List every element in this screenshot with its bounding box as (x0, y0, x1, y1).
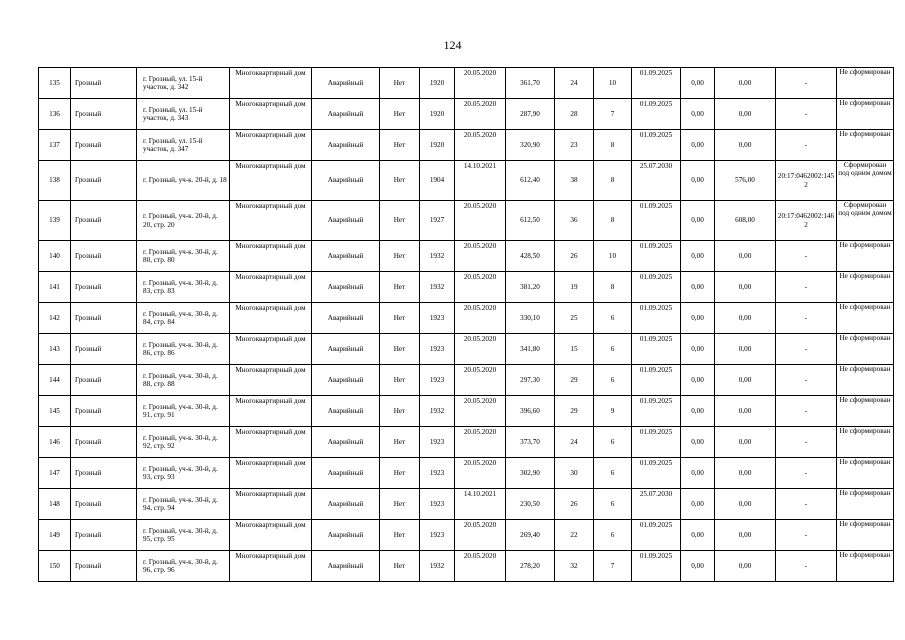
cell-year: 1923 (420, 458, 455, 489)
cell-cadastral-number: - (776, 303, 837, 334)
cell-flag: Нет (380, 334, 420, 365)
cell-residents: 30 (555, 458, 594, 489)
cell-count: 9 (594, 396, 632, 427)
cell-area: 320,90 (506, 130, 555, 161)
cell-number: 142 (39, 303, 71, 334)
cell-number: 137 (39, 130, 71, 161)
cell-flag: Нет (380, 520, 420, 551)
cell-condition: Аварийный (312, 396, 380, 427)
cell-deadline: 25.07.2030 (632, 489, 681, 520)
cell-flag: Нет (380, 241, 420, 272)
cell-value-1: 0,00 (681, 365, 715, 396)
cell-city: Грозный (71, 99, 137, 130)
cell-city: Грозный (71, 520, 137, 551)
cell-count: 7 (594, 99, 632, 130)
cell-address: г. Грозный, уч-к. 30-й, д. 92, стр. 92 (137, 427, 230, 458)
cell-residents: 32 (555, 551, 594, 582)
cell-date: 20.05.2020 (455, 365, 506, 396)
cell-land-status: Не сформирован (837, 303, 894, 334)
cell-residents: 19 (555, 272, 594, 303)
cell-condition: Аварийный (312, 201, 380, 241)
cell-year: 1923 (420, 489, 455, 520)
cell-residents: 15 (555, 334, 594, 365)
cell-land-status: Сформирован под одним домом (837, 201, 894, 241)
cell-land-status: Не сформирован (837, 272, 894, 303)
cell-year: 1932 (420, 272, 455, 303)
cell-residents: 24 (555, 68, 594, 99)
cell-condition: Аварийный (312, 489, 380, 520)
cell-value-1: 0,00 (681, 396, 715, 427)
cell-value-1: 0,00 (681, 551, 715, 582)
cell-deadline: 01.09.2025 (632, 365, 681, 396)
cell-number: 139 (39, 201, 71, 241)
table-row (39, 68, 894, 99)
cell-date: 20.05.2020 (455, 458, 506, 489)
cell-flag: Нет (380, 489, 420, 520)
cell-value-2: 0,00 (715, 458, 776, 489)
cell-flag: Нет (380, 458, 420, 489)
cell-deadline: 01.09.2025 (632, 427, 681, 458)
cell-address: г. Грозный, уч-к. 30-й, д. 95, стр. 95 (137, 520, 230, 551)
cell-building-type: Многоквартирный дом (230, 241, 312, 272)
cell-address: г. Грозный, уч-к. 30-й, д. 96, стр. 96 (137, 551, 230, 582)
cell-value-2: 0,00 (715, 272, 776, 303)
cell-value-1: 0,00 (681, 99, 715, 130)
cell-building-type: Многоквартирный дом (230, 68, 312, 99)
cell-value-1: 0,00 (681, 458, 715, 489)
table-row (39, 201, 894, 241)
cell-area: 302,90 (506, 458, 555, 489)
table-row (39, 241, 894, 272)
cell-address: г. Грозный, уч-к. 30-й, д. 94, стр. 94 (137, 489, 230, 520)
cell-date: 20.05.2020 (455, 396, 506, 427)
cell-count: 7 (594, 551, 632, 582)
cell-city: Грозный (71, 489, 137, 520)
cell-land-status: Не сформирован (837, 396, 894, 427)
cell-city: Грозный (71, 365, 137, 396)
cell-condition: Аварийный (312, 99, 380, 130)
cell-year: 1932 (420, 551, 455, 582)
cell-city: Грозный (71, 68, 137, 99)
cell-building-type: Многоквартирный дом (230, 161, 312, 201)
cell-residents: 38 (555, 161, 594, 201)
cell-value-1: 0,00 (681, 272, 715, 303)
cell-date: 20.05.2020 (455, 68, 506, 99)
cell-city: Грозный (71, 334, 137, 365)
cell-residents: 25 (555, 303, 594, 334)
cell-deadline: 01.09.2025 (632, 241, 681, 272)
table-row (39, 427, 894, 458)
cell-value-1: 0,00 (681, 334, 715, 365)
cell-date: 20.05.2020 (455, 201, 506, 241)
cell-count: 8 (594, 272, 632, 303)
cell-land-status: Не сформирован (837, 241, 894, 272)
cell-cadastral-number: - (776, 130, 837, 161)
cell-count: 6 (594, 427, 632, 458)
cell-area: 612,40 (506, 161, 555, 201)
cell-cadastral-number: - (776, 427, 837, 458)
cell-year: 1923 (420, 427, 455, 458)
cell-value-2: 0,00 (715, 551, 776, 582)
cell-date: 20.05.2020 (455, 303, 506, 334)
cell-city: Грозный (71, 551, 137, 582)
cell-flag: Нет (380, 365, 420, 396)
cell-flag: Нет (380, 551, 420, 582)
table-row (39, 130, 894, 161)
cell-building-type: Многоквартирный дом (230, 303, 312, 334)
cell-year: 1923 (420, 365, 455, 396)
cell-city: Грозный (71, 396, 137, 427)
cell-count: 6 (594, 334, 632, 365)
cell-land-status: Не сформирован (837, 99, 894, 130)
cell-date: 14.10.2021 (455, 489, 506, 520)
table-row (39, 396, 894, 427)
cell-cadastral-number: - (776, 365, 837, 396)
cell-area: 428,50 (506, 241, 555, 272)
cell-count: 6 (594, 520, 632, 551)
cell-condition: Аварийный (312, 551, 380, 582)
cell-count: 8 (594, 201, 632, 241)
cell-land-status: Не сформирован (837, 365, 894, 396)
cell-condition: Аварийный (312, 272, 380, 303)
cell-building-type: Многоквартирный дом (230, 365, 312, 396)
cell-value-2: 0,00 (715, 99, 776, 130)
cell-residents: 23 (555, 130, 594, 161)
cell-date: 20.05.2020 (455, 427, 506, 458)
cell-year: 1932 (420, 241, 455, 272)
cell-value-1: 0,00 (681, 427, 715, 458)
cell-building-type: Многоквартирный дом (230, 427, 312, 458)
cell-address: г. Грозный, уч-к. 30-й, д. 84, стр. 84 (137, 303, 230, 334)
cell-flag: Нет (380, 396, 420, 427)
cell-value-2: 0,00 (715, 520, 776, 551)
cell-flag: Нет (380, 303, 420, 334)
cell-count: 8 (594, 161, 632, 201)
cell-number: 136 (39, 99, 71, 130)
cell-number: 138 (39, 161, 71, 201)
table-row (39, 272, 894, 303)
cell-number: 140 (39, 241, 71, 272)
table-row (39, 161, 894, 201)
cell-year: 1923 (420, 520, 455, 551)
cell-cadastral-number: - (776, 520, 837, 551)
cell-building-type: Многоквартирный дом (230, 520, 312, 551)
cell-land-status: Сформирован под одним домом (837, 161, 894, 201)
cell-address: г. Грозный, уч-к. 30-й, д. 93, стр. 93 (137, 458, 230, 489)
cell-condition: Аварийный (312, 68, 380, 99)
cell-condition: Аварийный (312, 520, 380, 551)
cell-cadastral-number: - (776, 272, 837, 303)
cell-building-type: Многоквартирный дом (230, 272, 312, 303)
cell-date: 20.05.2020 (455, 551, 506, 582)
cell-value-2: 0,00 (715, 396, 776, 427)
table-row (39, 334, 894, 365)
cell-city: Грозный (71, 161, 137, 201)
cell-building-type: Многоквартирный дом (230, 489, 312, 520)
cell-building-type: Многоквартирный дом (230, 334, 312, 365)
cell-condition: Аварийный (312, 334, 380, 365)
cell-cadastral-number: - (776, 241, 837, 272)
cell-land-status: Не сформирован (837, 68, 894, 99)
cell-deadline: 01.09.2025 (632, 201, 681, 241)
cell-cadastral-number: - (776, 68, 837, 99)
cell-cadastral-number: - (776, 99, 837, 130)
cell-land-status: Не сформирован (837, 427, 894, 458)
cell-year: 1927 (420, 201, 455, 241)
cell-count: 6 (594, 458, 632, 489)
table-row (39, 303, 894, 334)
cell-area: 269,40 (506, 520, 555, 551)
cell-number: 148 (39, 489, 71, 520)
cell-value-1: 0,00 (681, 130, 715, 161)
table-row (39, 551, 894, 582)
cell-land-status: Не сформирован (837, 489, 894, 520)
cell-address: г. Грозный, уч-к. 20-й, д. 18 (137, 161, 230, 201)
cell-city: Грозный (71, 130, 137, 161)
cell-number: 146 (39, 427, 71, 458)
housing-registry-table (38, 67, 894, 582)
cell-deadline: 01.09.2025 (632, 396, 681, 427)
cell-year: 1923 (420, 303, 455, 334)
cell-condition: Аварийный (312, 427, 380, 458)
cell-number: 135 (39, 68, 71, 99)
cell-city: Грозный (71, 303, 137, 334)
cell-area: 330,10 (506, 303, 555, 334)
cell-flag: Нет (380, 68, 420, 99)
cell-year: 1904 (420, 161, 455, 201)
cell-count: 6 (594, 303, 632, 334)
cell-area: 381,20 (506, 272, 555, 303)
cell-number: 149 (39, 520, 71, 551)
cell-deadline: 01.09.2025 (632, 99, 681, 130)
cell-address: г. Грозный, уч-к. 30-й, д. 88, стр. 88 (137, 365, 230, 396)
cell-deadline: 25.07.2030 (632, 161, 681, 201)
cell-date: 20.05.2020 (455, 130, 506, 161)
cell-address: г. Грозный, ул. 15-й участок, д. 342 (137, 68, 230, 99)
cell-address: г. Грозный, уч-к. 30-й, д. 80, стр. 80 (137, 241, 230, 272)
cell-address: г. Грозный, ул. 15-й участок, д. 343 (137, 99, 230, 130)
cell-city: Грозный (71, 458, 137, 489)
cell-year: 1920 (420, 68, 455, 99)
cell-value-2: 0,00 (715, 427, 776, 458)
cell-cadastral-number: 20:17:0462002:1452 (776, 161, 837, 201)
cell-value-2: 0,00 (715, 303, 776, 334)
cell-building-type: Многоквартирный дом (230, 551, 312, 582)
cell-deadline: 01.09.2025 (632, 272, 681, 303)
cell-value-1: 0,00 (681, 303, 715, 334)
table-row (39, 520, 894, 551)
cell-count: 10 (594, 68, 632, 99)
cell-city: Грозный (71, 201, 137, 241)
cell-cadastral-number: - (776, 334, 837, 365)
cell-flag: Нет (380, 427, 420, 458)
cell-date: 20.05.2020 (455, 334, 506, 365)
cell-number: 141 (39, 272, 71, 303)
cell-condition: Аварийный (312, 303, 380, 334)
cell-condition: Аварийный (312, 130, 380, 161)
cell-building-type: Многоквартирный дом (230, 396, 312, 427)
cell-residents: 28 (555, 99, 594, 130)
cell-address: г. Грозный, уч-к. 30-й, д. 86, стр. 86 (137, 334, 230, 365)
cell-number: 144 (39, 365, 71, 396)
cell-number: 143 (39, 334, 71, 365)
cell-year: 1920 (420, 130, 455, 161)
table-row (39, 365, 894, 396)
cell-date: 14.10.2021 (455, 161, 506, 201)
cell-condition: Аварийный (312, 161, 380, 201)
cell-count: 10 (594, 241, 632, 272)
cell-deadline: 01.09.2025 (632, 334, 681, 365)
cell-land-status: Не сформирован (837, 334, 894, 365)
cell-count: 6 (594, 489, 632, 520)
cell-cadastral-number: - (776, 396, 837, 427)
cell-number: 147 (39, 458, 71, 489)
cell-deadline: 01.09.2025 (632, 303, 681, 334)
cell-value-1: 0,00 (681, 241, 715, 272)
cell-residents: 36 (555, 201, 594, 241)
cell-area: 396,60 (506, 396, 555, 427)
cell-area: 341,80 (506, 334, 555, 365)
cell-flag: Нет (380, 272, 420, 303)
cell-flag: Нет (380, 201, 420, 241)
cell-address: г. Грозный, уч-к. 30-й, д. 91, стр. 91 (137, 396, 230, 427)
cell-value-1: 0,00 (681, 520, 715, 551)
cell-building-type: Многоквартирный дом (230, 130, 312, 161)
cell-year: 1923 (420, 334, 455, 365)
cell-city: Грозный (71, 272, 137, 303)
cell-cadastral-number: - (776, 489, 837, 520)
cell-cadastral-number: 20:17:0462002:1462 (776, 201, 837, 241)
cell-residents: 26 (555, 489, 594, 520)
cell-number: 145 (39, 396, 71, 427)
cell-building-type: Многоквартирный дом (230, 99, 312, 130)
cell-area: 278,20 (506, 551, 555, 582)
cell-value-1: 0,00 (681, 161, 715, 201)
cell-address: г. Грозный, ул. 15-й участок, д. 347 (137, 130, 230, 161)
page-number: 124 (443, 38, 462, 52)
cell-address: г. Грозный, уч-к. 20-й, д. 20, стр. 20 (137, 201, 230, 241)
table-row (39, 458, 894, 489)
cell-year: 1932 (420, 396, 455, 427)
cell-condition: Аварийный (312, 241, 380, 272)
cell-deadline: 01.09.2025 (632, 520, 681, 551)
cell-address: г. Грозный, уч-к. 30-й, д. 83, стр. 83 (137, 272, 230, 303)
cell-city: Грозный (71, 427, 137, 458)
cell-land-status: Не сформирован (837, 520, 894, 551)
table-row (39, 489, 894, 520)
cell-count: 6 (594, 365, 632, 396)
cell-area: 373,70 (506, 427, 555, 458)
cell-date: 20.05.2020 (455, 99, 506, 130)
cell-deadline: 01.09.2025 (632, 130, 681, 161)
cell-value-2: 576,00 (715, 161, 776, 201)
cell-cadastral-number: - (776, 458, 837, 489)
cell-land-status: Не сформирован (837, 130, 894, 161)
cell-area: 361,70 (506, 68, 555, 99)
cell-value-2: 0,00 (715, 489, 776, 520)
cell-date: 20.05.2020 (455, 241, 506, 272)
cell-value-2: 608,00 (715, 201, 776, 241)
cell-condition: Аварийный (312, 365, 380, 396)
cell-land-status: Не сформирован (837, 458, 894, 489)
cell-area: 612,50 (506, 201, 555, 241)
cell-building-type: Многоквартирный дом (230, 201, 312, 241)
cell-residents: 29 (555, 396, 594, 427)
cell-value-1: 0,00 (681, 201, 715, 241)
table-body (39, 68, 894, 582)
cell-date: 20.05.2020 (455, 272, 506, 303)
cell-value-2: 0,00 (715, 68, 776, 99)
table-row (39, 99, 894, 130)
cell-value-2: 0,00 (715, 130, 776, 161)
cell-residents: 24 (555, 427, 594, 458)
cell-residents: 26 (555, 241, 594, 272)
cell-deadline: 01.09.2025 (632, 68, 681, 99)
cell-value-2: 0,00 (715, 365, 776, 396)
cell-deadline: 01.09.2025 (632, 551, 681, 582)
cell-value-1: 0,00 (681, 489, 715, 520)
cell-flag: Нет (380, 161, 420, 201)
cell-value-1: 0,00 (681, 68, 715, 99)
cell-flag: Нет (380, 99, 420, 130)
cell-count: 8 (594, 130, 632, 161)
cell-land-status: Не сформирован (837, 551, 894, 582)
cell-number: 150 (39, 551, 71, 582)
cell-area: 297,30 (506, 365, 555, 396)
cell-building-type: Многоквартирный дом (230, 458, 312, 489)
cell-residents: 22 (555, 520, 594, 551)
cell-flag: Нет (380, 130, 420, 161)
cell-residents: 29 (555, 365, 594, 396)
cell-area: 287,90 (506, 99, 555, 130)
cell-cadastral-number: - (776, 551, 837, 582)
cell-value-2: 0,00 (715, 241, 776, 272)
cell-city: Грозный (71, 241, 137, 272)
cell-deadline: 01.09.2025 (632, 458, 681, 489)
cell-year: 1920 (420, 99, 455, 130)
cell-condition: Аварийный (312, 458, 380, 489)
cell-date: 20.05.2020 (455, 520, 506, 551)
cell-value-2: 0,00 (715, 334, 776, 365)
cell-area: 230,50 (506, 489, 555, 520)
